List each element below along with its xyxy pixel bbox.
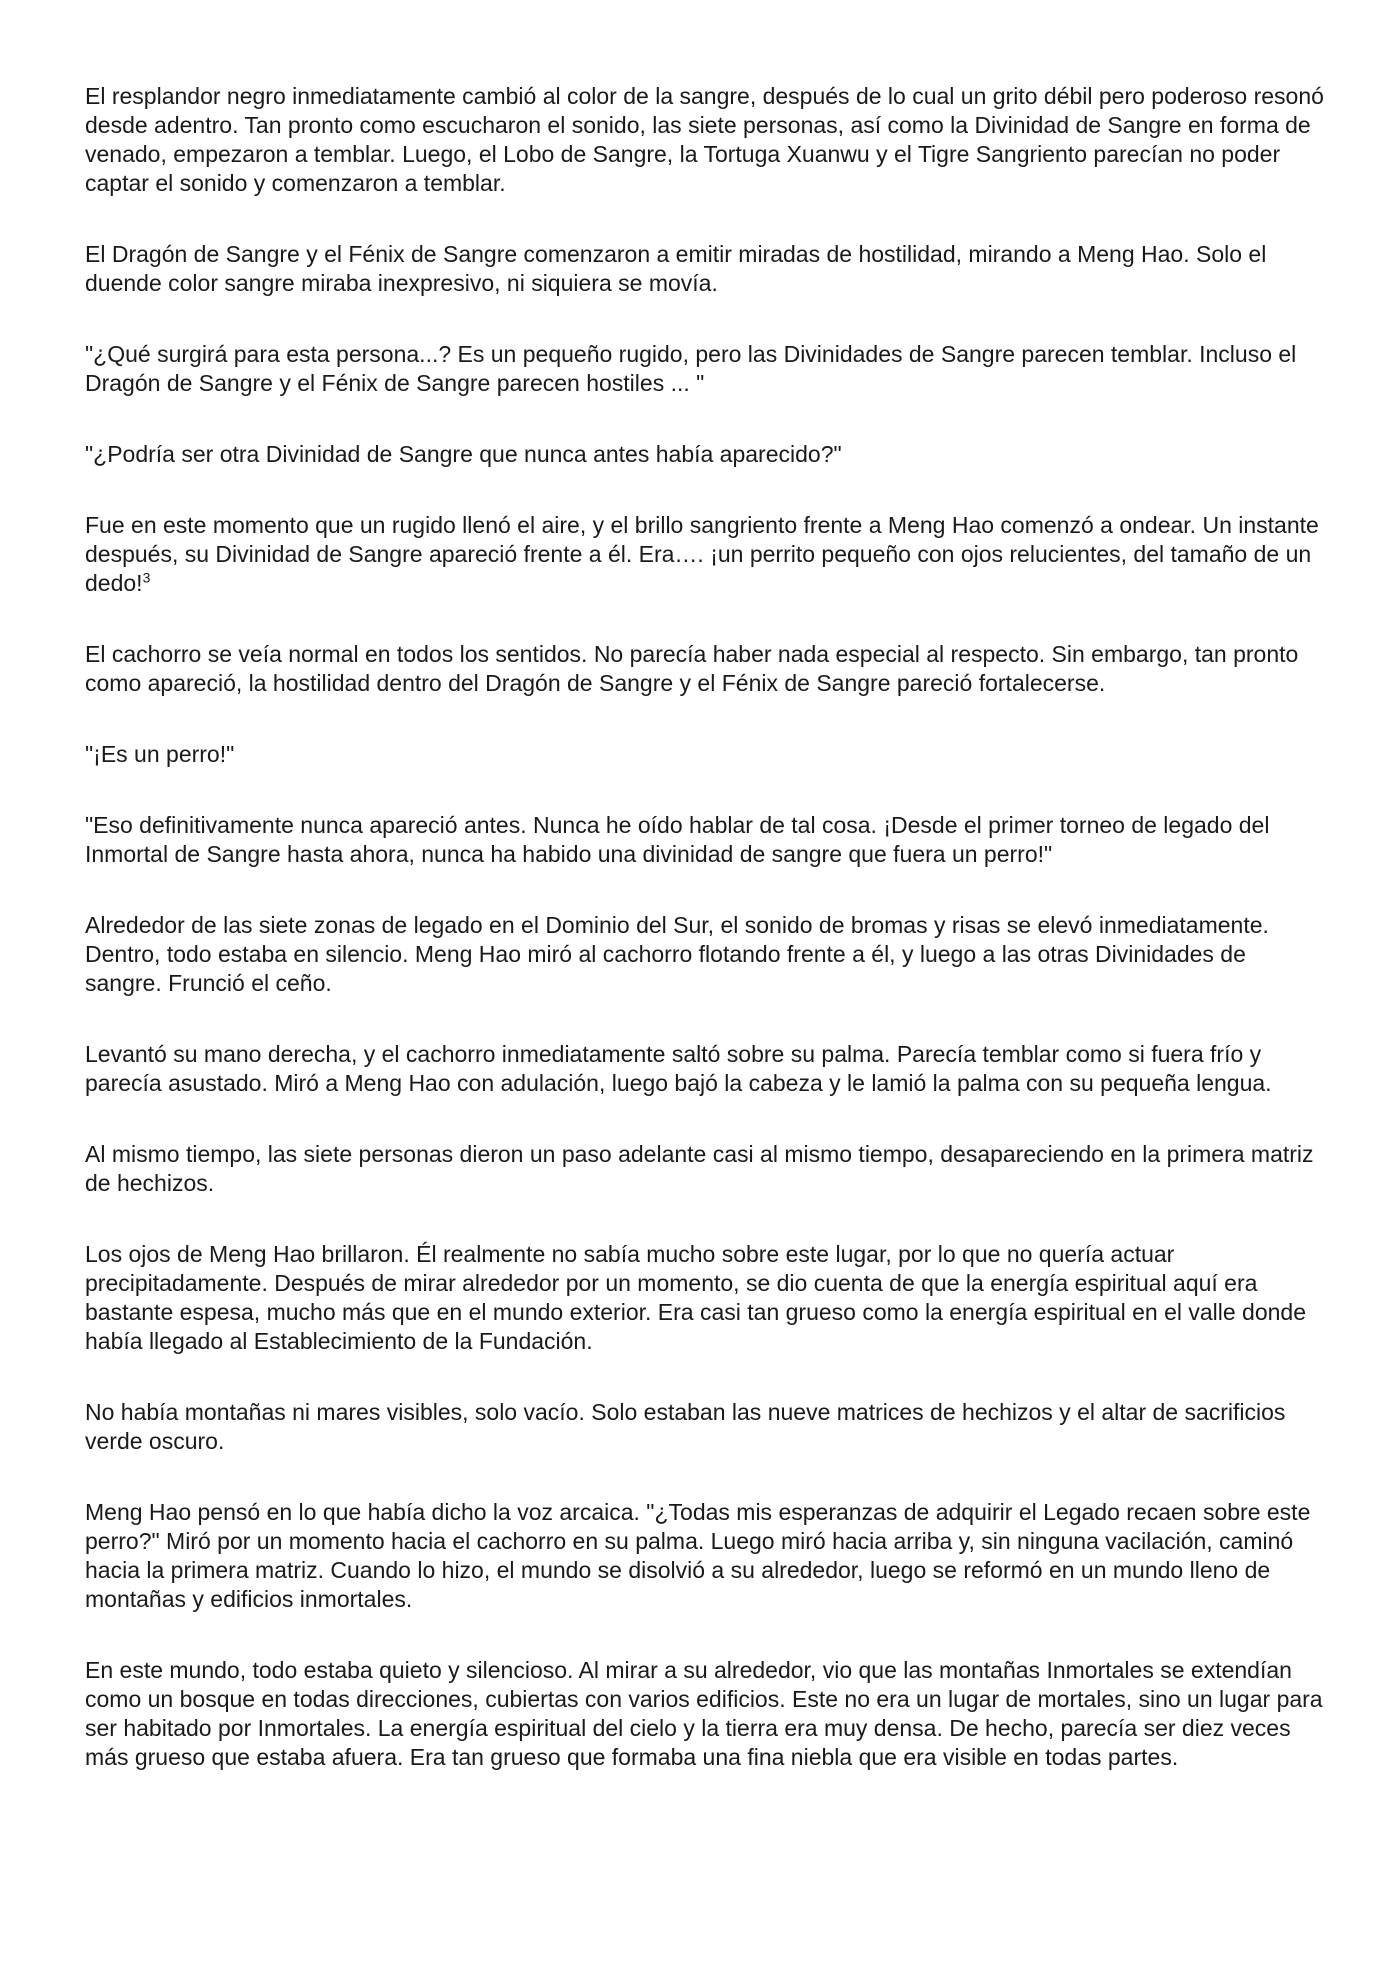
footnote-marker: 3 bbox=[142, 569, 151, 586]
paragraph-8: "Eso definitivamente nunca apareció antes. Nunca he oído hablar de tal cosa. ¡Desde el primer torneo de legado del Inmortal de Sangre hasta ahora, nunca ha habido una divinidad de sangre que fuera un perro!" bbox=[85, 812, 1270, 867]
paragraph-12: Los ojos de Meng Hao brillaron. Él realmente no sabía mucho sobre este lugar, por lo que no quería actuar precipitadamente. Después de mirar alrededor por un momento, se dio cuenta de que la energía espiritual aquí era bastante espesa, mucho más que en el mundo exterior. Era casi tan grueso como la energía espiritual en el valle donde había llegado al Establecimiento de la Fundación. bbox=[85, 1241, 1307, 1354]
paragraph-6: El cachorro se veía normal en todos los sentidos. No parecía haber nada especial al respecto. Sin embargo, tan pronto como apareció, la hostilidad dentro del Dragón de Sangre y el Fénix de Sangre pareció fortalecerse. bbox=[85, 641, 1299, 696]
paragraph-15: En este mundo, todo estaba quieto y silencioso. Al mirar a su alrededor, vio que las montañas Inmortales se extendían como un bosque en todas direcciones, cubiertas con varios edificios. Este no era un lugar de mortales, sino un lugar para ser habitado por Inmortales. La energía espiritual del cielo y la tierra era muy densa. De hecho, parecía ser diez veces más grueso que estaba afuera. Era tan grueso que formaba una fina niebla que era visible en todas partes. bbox=[85, 1657, 1323, 1770]
paragraph-1: El resplandor negro inmediatamente cambió al color de la sangre, después de lo cual un grito débil pero poderoso resonó desde adentro. Tan pronto como escucharon el sonido, las siete personas, así como la Divinidad de Sangre en forma de venado, empezaron a temblar. Luego, el Lobo de Sangre, la Tortuga Xuanwu y el Tigre Sangriento parecían no poder captar el sonido y comenzaron a temblar. bbox=[85, 83, 1324, 196]
paragraph-13: No había montañas ni mares visibles, solo vacío. Solo estaban las nueve matrices de hechizos y el altar de sacrificios verde oscuro. bbox=[85, 1399, 1286, 1454]
paragraph-5-text: Fue en este momento que un rugido llenó el aire, y el brillo sangriento frente a Meng Hao comenzó a ondear. Un instante después, su Divinidad de Sangre apareció frente a él. Era…. ¡un perrito pequeño con ojos relucientes, del tamaño de un dedo! bbox=[85, 512, 1319, 596]
paragraph-3: "¿Qué surgirá para esta persona...? Es un pequeño rugido, pero las Divinidades de Sangre parecen temblar. Incluso el Dragón de Sangre y el Fénix de Sangre parecen hostiles ... " bbox=[85, 341, 1297, 396]
paragraph-9: Alrededor de las siete zonas de legado en el Dominio del Sur, el sonido de bromas y risas se elevó inmediatamente. Dentro, todo estaba en silencio. Meng Hao miró al cachorro flotando frente a él, y luego a las otras Divinidades de sangre. Frunció el ceño. bbox=[85, 912, 1269, 996]
paragraph-10: Levantó su mano derecha, y el cachorro inmediatamente saltó sobre su palma. Parecía temblar como si fuera frío y parecía asustado. Miró a Meng Hao con adulación, luego bajó la cabeza y le lamió la palma con su pequeña lengua. bbox=[85, 1041, 1272, 1096]
paragraph-7: "¡Es un perro!" bbox=[85, 741, 235, 767]
paragraph-5 bbox=[85, 511, 1325, 598]
paragraph-2: El Dragón de Sangre y el Fénix de Sangre comenzaron a emitir miradas de hostilidad, mirando a Meng Hao. Solo el duende color sangre miraba inexpresivo, ni siquiera se movía. bbox=[85, 241, 1267, 296]
paragraph-14: Meng Hao pensó en lo que había dicho la voz arcaica. "¿Todas mis esperanzas de adquirir el Legado recaen sobre este perro?" Miró por un momento hacia el cachorro en su palma. Luego miró hacia arriba y, sin ninguna vacilación, caminó hacia la primera matriz. Cuando lo hizo, el mundo se disolvió a su alrededor, luego se reformó en un mundo lleno de montañas y edificios inmortales. bbox=[85, 1499, 1311, 1612]
document-body bbox=[85, 82, 1325, 1814]
paragraph-4: "¿Podría ser otra Divinidad de Sangre que nunca antes había aparecido?" bbox=[85, 441, 842, 467]
paragraph-11: Al mismo tiempo, las siete personas dieron un paso adelante casi al mismo tiempo, desapareciendo en la primera matriz de hechizos. bbox=[85, 1141, 1314, 1196]
